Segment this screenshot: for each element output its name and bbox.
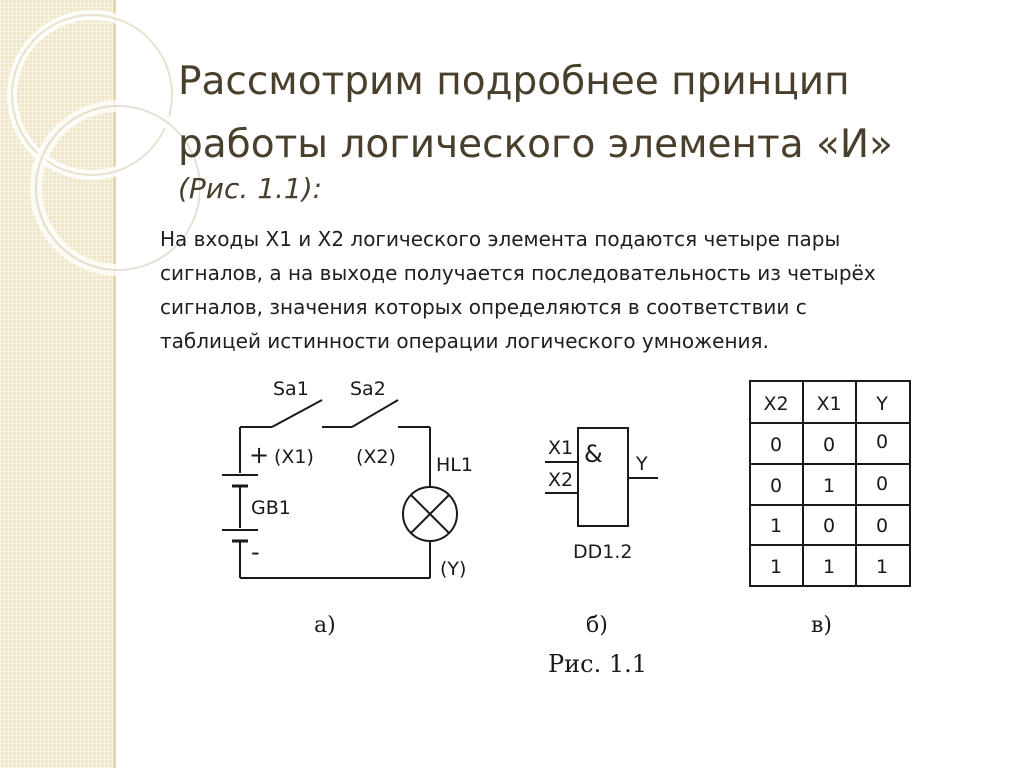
gate-label-x2: X2 xyxy=(548,469,574,491)
slide-subtitle: (Рис. 1.1): xyxy=(178,172,323,205)
table-cell: 0 xyxy=(769,434,783,456)
table-cell: 0 xyxy=(875,431,889,453)
table-header-y: Y xyxy=(876,393,888,415)
title-line-1: Рассмотрим подробнее принцип xyxy=(178,59,850,104)
label-minus: - xyxy=(251,538,260,566)
label-plus: + xyxy=(249,441,270,469)
table-cell: 0 xyxy=(822,515,836,537)
table-cell: 1 xyxy=(875,556,889,578)
table-cell: 0 xyxy=(875,473,889,495)
gate-label-y: Y xyxy=(636,453,648,475)
gate-symbol-and: & xyxy=(584,440,603,468)
table-cell: 0 xyxy=(822,434,836,456)
paragraph-line: сигналов, а на выходе получается последовательность из четырёх xyxy=(160,261,876,285)
label-x2-circuit: (X2) xyxy=(356,446,396,468)
table-cell: 1 xyxy=(822,475,836,497)
switch-sa2-blade xyxy=(352,400,398,427)
caption-a: а) xyxy=(314,613,336,638)
label-gb1: GB1 xyxy=(251,497,291,519)
label-sa2: Sa2 xyxy=(350,378,386,400)
paragraph-line: На входы Х1 и Х2 логического элемента подаются четыре пары xyxy=(160,227,841,251)
gate-label-x1: X1 xyxy=(548,437,574,459)
label-y-circuit: (Y) xyxy=(440,558,467,580)
gate-name: DD1.2 xyxy=(573,541,633,563)
label-x1-circuit: (X1) xyxy=(274,446,314,468)
label-hl1: HL1 xyxy=(436,454,473,476)
table-cell: 1 xyxy=(769,515,783,537)
switch-sa1-blade xyxy=(272,400,322,427)
table-cell: 0 xyxy=(769,475,783,497)
table-header-x2: X2 xyxy=(763,393,789,415)
table-header-x1: X1 xyxy=(816,393,842,415)
figure-caption: Рис. 1.1 xyxy=(548,650,648,678)
table-cell: 1 xyxy=(822,556,836,578)
table-cell: 0 xyxy=(875,515,889,537)
title-line-2: работы логического элемента «И» xyxy=(178,122,893,167)
truth-table-text xyxy=(763,393,888,578)
paragraph-line: таблицей истинности операции логического умножения. xyxy=(160,329,769,353)
table-cell: 1 xyxy=(769,556,783,578)
paragraph-line: сигналов, значения которых определяются в соответствии с xyxy=(160,295,807,319)
label-sa1: Sa1 xyxy=(273,378,309,400)
caption-b: б) xyxy=(586,613,608,638)
caption-c: в) xyxy=(811,613,832,638)
